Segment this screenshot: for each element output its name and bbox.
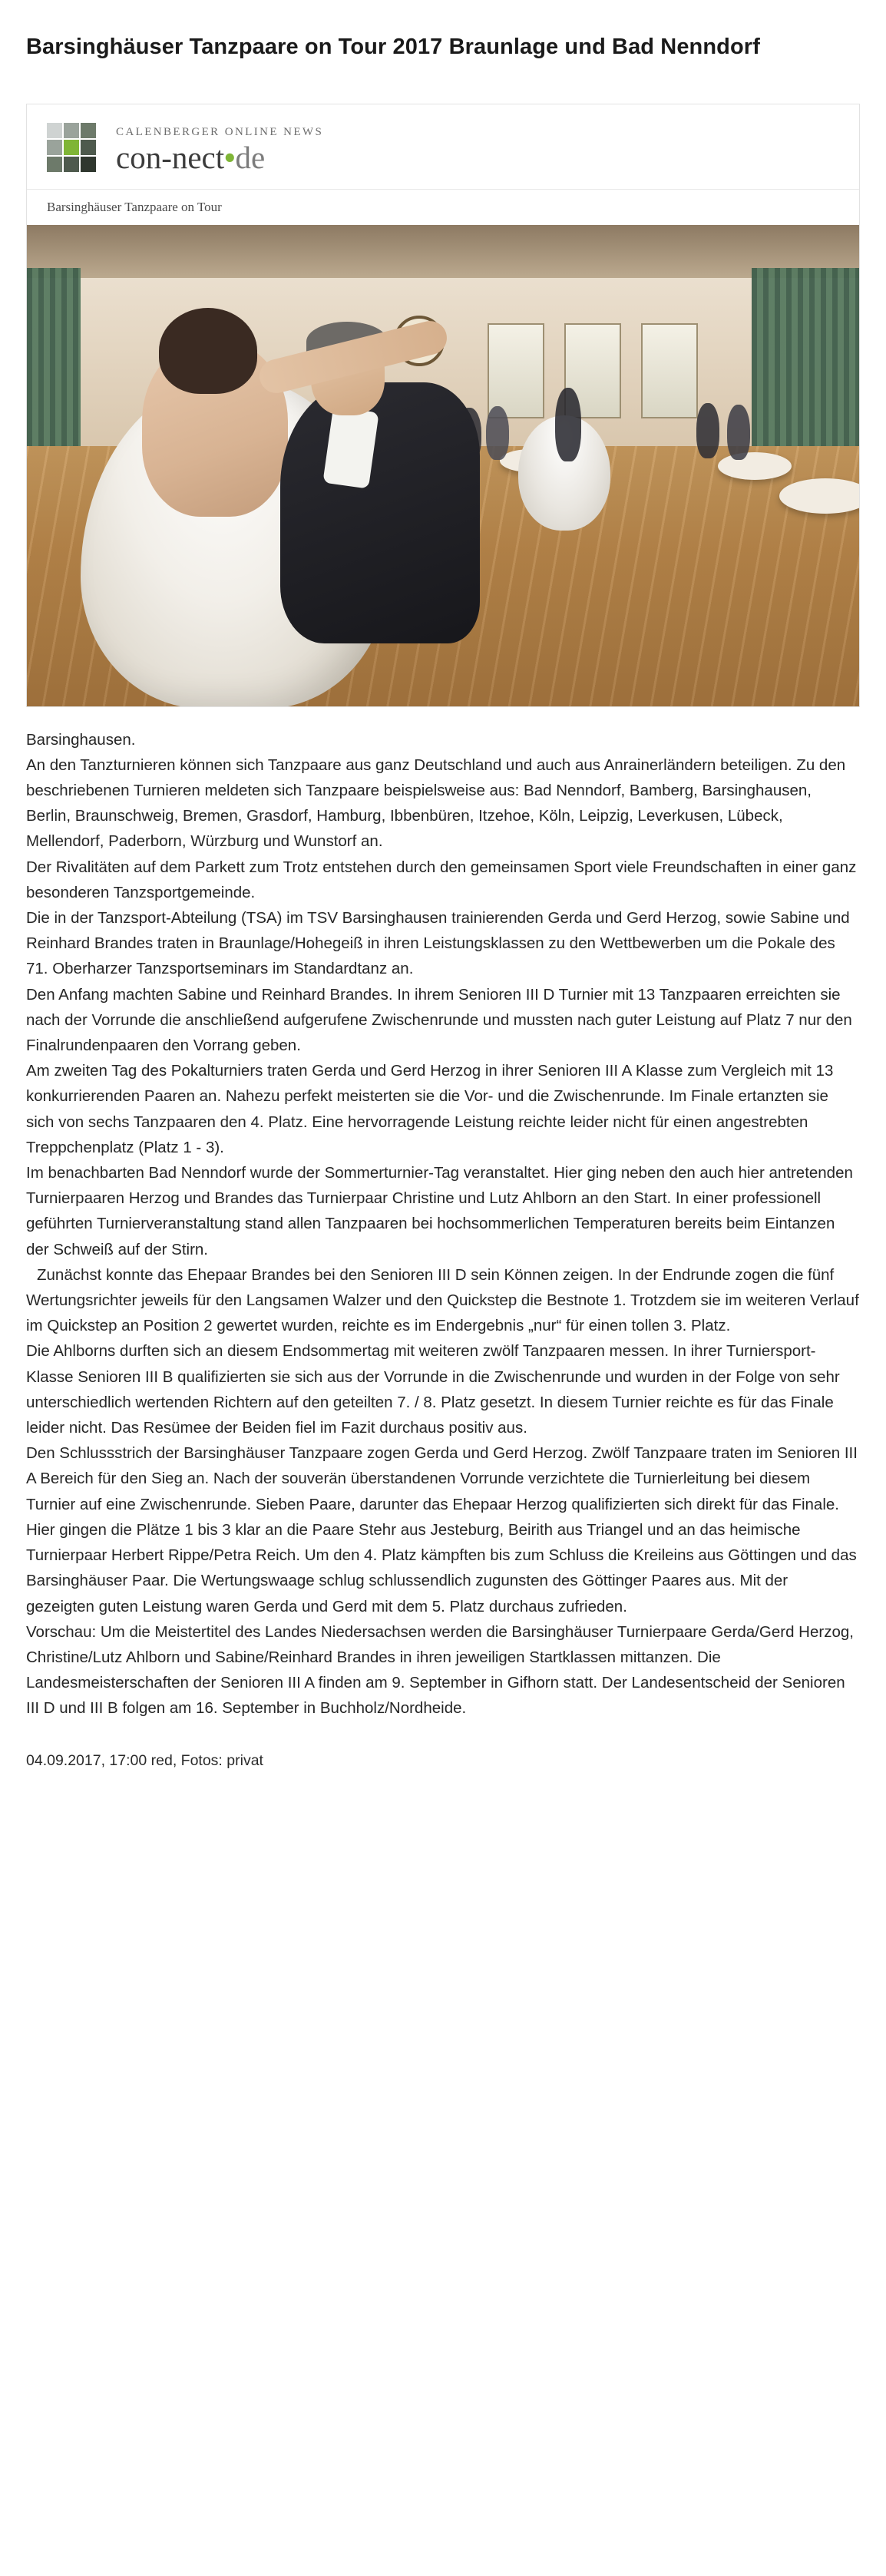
article-page — [0, 15, 886, 1797]
paragraph-8: Die Ahlborns durften sich an diesem Endsommertag mit weiteren zwölf Tanzpaaren messen. In ihrer Turniersport-Klasse Senioren III B qualifizierten sie sich aus der Vorrunde in die Zwischenrunde und wurden in der Folge von sehr unterschiedlich wertenden Richtern auf den geteilten 7. / 8. Platz gesetzt. In diesem Turnier reichte es für das Finale leider nicht. Das Resümee der Beiden fiel im Fazit durchaus positiv aus. — [26, 1342, 840, 1437]
brand-kicker: CALENBERGER ONLINE NEWS — [116, 125, 324, 138]
photo-window-3 — [641, 323, 698, 418]
photo-curtain-left — [27, 268, 81, 446]
article-body — [0, 707, 886, 1721]
photo-bystander-2 — [486, 406, 509, 460]
publication-header — [26, 104, 860, 225]
brand-row — [27, 118, 859, 177]
brand-dash: - — [161, 139, 172, 175]
photo-bystander-3 — [696, 403, 719, 458]
photo-foreground-woman-hair — [159, 308, 257, 394]
paragraph-3: Die in der Tanzsport-Abteilung (TSA) im TSV Barsinghausen trainierenden Gerda und Gerd Herzog, sowie Sabine und Reinhard Brandes traten in Braunlage/Hohegeiß in ihren Leistungsklassen zu den Wettbewerben um die Pokale des 71. Oberharzer Tanzsportseminars im Standardtanz an. — [26, 909, 850, 978]
paragraph-6: Im benachbarten Bad Nenndorf wurde der Sommerturnier-Tag veranstaltet. Hier ging neben den auch hier antretenden Turnierpaaren Herzog und Brandes das Turnierpaar Christine und Lutz Ahlborn an den Start. In einer professionell geführten Turnierveranstaltung stand allen Tanzpaaren bei hochsommerlichen Temperaturen bereits beim Eintanzen der Schweiß auf der Stirn. — [26, 1164, 853, 1258]
photo-foreground-man-suit — [280, 382, 480, 643]
brand-word-nect: nect — [171, 139, 225, 175]
photo-table-1 — [779, 478, 860, 514]
paragraph-4: Den Anfang machten Sabine und Reinhard Brandes. In ihrem Senioren III D Turnier mit 13 Tanzpaaren erreichten sie nach der Vorrunde die anschließend aufgerufene Zwischenrunde und mussten nach guter Leistung auf Platz 7 nur den Finalrundenpaaren den Vorrang geben. — [26, 985, 852, 1055]
brand-text — [105, 123, 323, 174]
body-text — [26, 727, 860, 1721]
paragraph-5: Am zweiten Tag des Pokalturniers traten Gerda und Gerd Herzog in ihrer Senioren III A Klasse zum Vergleich mit 13 konkurrierenden Paaren an. Nahezu perfekt meisterten sie die Vor- und die Zwischenrunde. Im Finale ertanzten sie sich von sechs Tanzpaaren den 4. Platz. Eine hervorragende Leistung reichte leider nicht für einen angestrebten Treppchenplatz (Platz 1 - 3). — [26, 1062, 834, 1156]
photo-ceiling — [27, 225, 859, 278]
paragraph-0: Barsinghausen. — [26, 730, 136, 749]
photo-bystander-4 — [727, 405, 750, 460]
article-credit: 04.09.2017, 17:00 red, Fotos: privat — [26, 1751, 263, 1769]
brand-tld: de — [235, 139, 266, 175]
paragraph-10: Vorschau: Um die Meistertitel des Landes Niedersachsen werden die Barsinghäuser Turnierpaare Gerda/Gerd Herzog, Christine/Lutz Ahlborn und Sabine/Reinhard Brandes in ihren jeweiligen Startklassen mittanzen. Die Landesmeisterschaften der Senioren III A finden am 9. September in Gifhorn statt. Der Landesentscheid der Senioren III D und III B folgen am 16. September in Buchholz/Nordheide. — [26, 1622, 854, 1718]
photo-table-2 — [718, 452, 792, 480]
brand-wordmark — [116, 141, 323, 174]
photo-curtain-right — [752, 268, 860, 446]
article-photo — [26, 225, 860, 707]
media-subbar-label: Barsinghäuser Tanzpaare on Tour — [27, 189, 859, 225]
photo-background-couple-man — [555, 388, 581, 461]
connect-logo-icon — [47, 123, 105, 177]
paragraph-1: An den Tanzturnieren können sich Tanzpaare aus ganz Deutschland und auch aus Anrainerländern beteiligen. Zu den beschriebenen Turnieren meldeten sich Tanzpaare beispielsweise aus: Bad Nenndorf, Bamberg, Barsinghausen, Berlin, Braunschweig, Bremen, Grasdorf, Hamburg, Ibbenbüren, Itzehoe, Köln, Leipzig, Leverkusen, Lübeck, Mellendorf, Paderborn, Würzburg und Wunstorf an. — [26, 756, 846, 851]
brand-dot: • — [224, 139, 236, 175]
paragraph-7: Zunächst konnte das Ehepaar Brandes bei den Senioren III D sein Können zeigen. In der Endrunde zogen die fünf Wertungsrichter jeweils für den Langsamen Walzer und den Quickstep die Bestnote 1. Trotzdem sie im weiteren Verlauf im Quickstep an Position 2 gewertet wurden, reichte es im Endergebnis „nur“ für einen tollen 3. Platz. — [26, 1265, 859, 1335]
brand-word-con: con — [116, 139, 162, 175]
photo-window-1 — [488, 323, 544, 418]
paragraph-2: Der Rivalitäten auf dem Parkett zum Trotz entstehen durch den gemeinsamen Sport viele Freundschaften in einer ganz besonderen Tanzsportgemeinde. — [26, 858, 857, 901]
paragraph-9: Den Schlussstrich der Barsinghäuser Tanzpaare zogen Gerda und Gerd Herzog. Zwölf Tanzpaare traten im Senioren III A Bereich für den Sieg an. Nach der souverän überstandenen Vorrunde verzichtete die Turnierleitung bei diesem Turnier auf eine Zwischenrunde. Sieben Paare, darunter das Ehepaar Herzog qualifizierten sich direkt für das Finale. Hier gingen die Plätze 1 bis 3 klar an die Paare Stehr aus Jesteburg, Beirith aus Triangel und an das heimische Turnierpaar Herbert Rippe/Petra Reich. Um den 4. Platz kämpften bis zum Schluss die Kreileins aus Göttingen und das Barsinghäuser Paar. Die Wertungswaage schlug schlussendlich zugunsten des Göttinger Paares aus. Mit der gezeigten guten Leistung waren Gerda und Gerd mit dem 5. Platz durchaus zufrieden. — [26, 1444, 858, 1615]
media-block — [26, 104, 860, 707]
page-title: Barsinghäuser Tanzpaare on Tour 2017 Braunlage und Bad Nenndorf — [26, 35, 760, 60]
